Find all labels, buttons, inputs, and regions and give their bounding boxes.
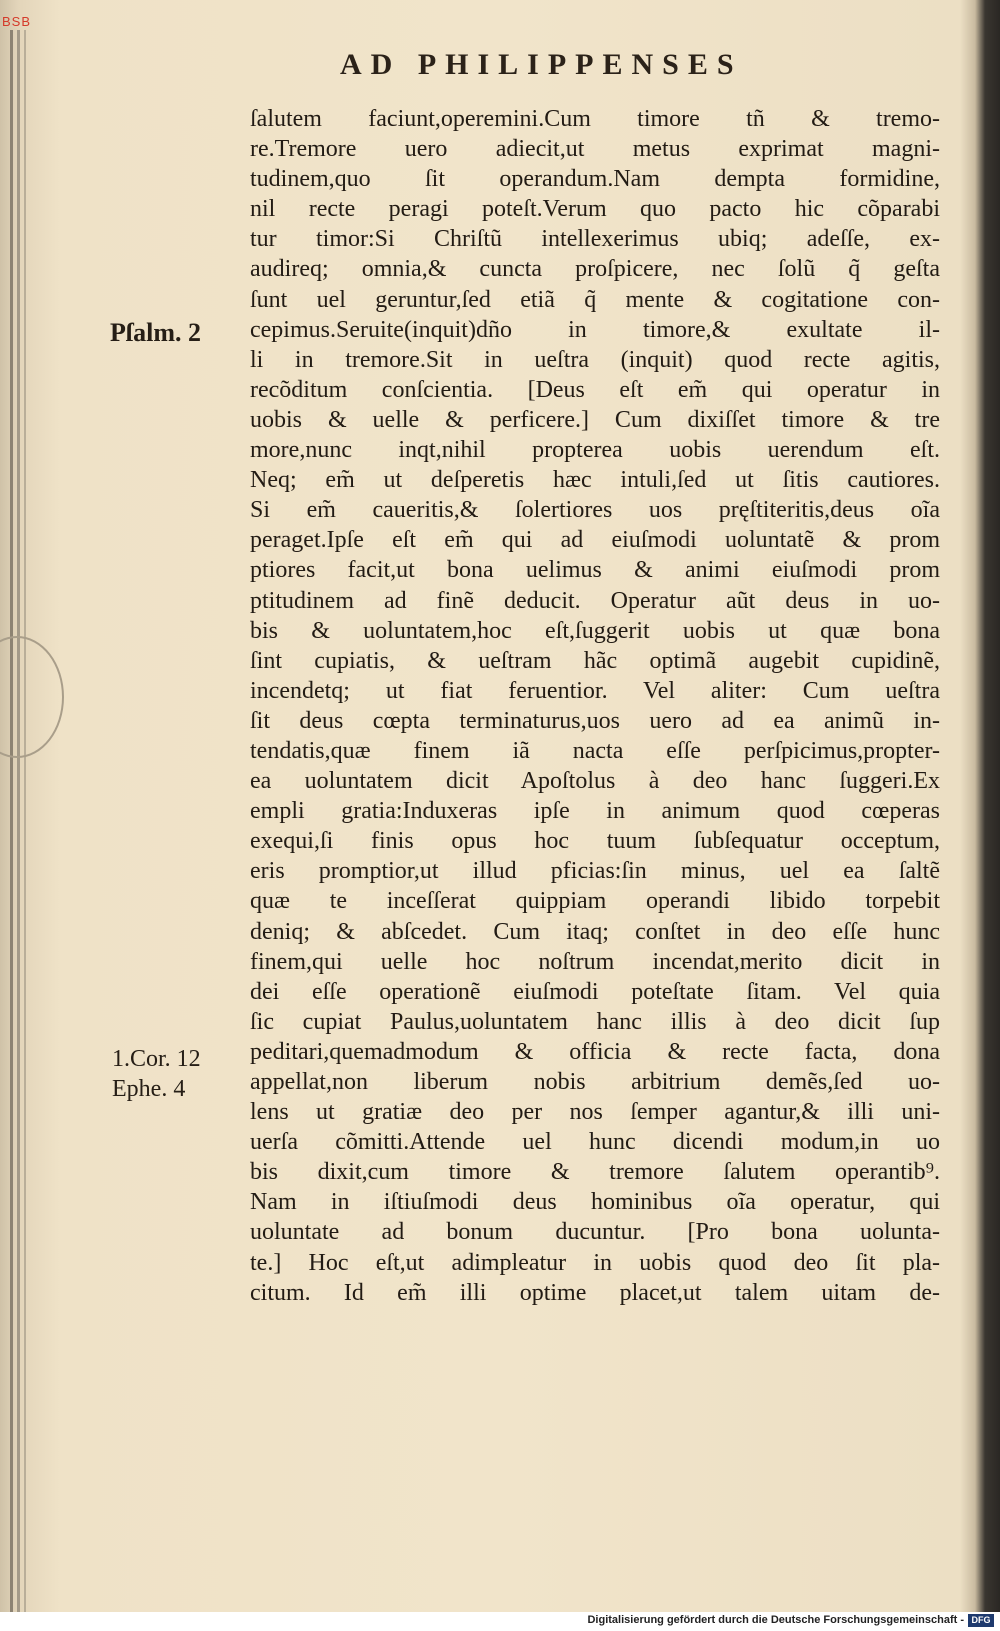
text-line: peditari,quemadmodum & officia & recte facta, dona bbox=[250, 1038, 940, 1065]
text-line: li in tremore.Sit in ueſtra (inquit) quod recte agitis, bbox=[250, 346, 940, 373]
text-line: ſint cupiatis, & ueſtram hãc optimã augebit cupidinẽ, bbox=[250, 647, 940, 674]
text-line: nil recte peragi poteſt.Verum quo pacto hic cõparabi bbox=[250, 196, 940, 223]
marginal-note-corinthians: 1.Cor. 12 bbox=[112, 1046, 201, 1072]
text-line: uoluntate ad bonum ducuntur. [Pro bona uolunta- bbox=[250, 1219, 940, 1246]
text-line: deniq; & abſcedet. Cum itaq; conſtet in deo eſſe hunc bbox=[250, 918, 940, 945]
text-line: recõditum conſcientia. [Deus eſt em̃ qui operatur in bbox=[250, 376, 940, 403]
text-line: tendatis,quæ finem iã nacta eſſe perſpicimus,propter- bbox=[250, 737, 940, 764]
text-line: audireq; omnia,& cuncta proſpicere, nec ſolũ q̃ geſta bbox=[250, 256, 940, 283]
text-line: citum. Id em̃ illi optime placet,ut talem uitam de- bbox=[250, 1279, 940, 1306]
text-line: ea uoluntatem dicit Apoſtolus à deo hanc ſuggeri.Ex bbox=[250, 768, 940, 795]
text-line: eris promptior,ut illud pficias:ſin minus, uel ea ſaltẽ bbox=[250, 858, 940, 885]
text-line: ſic cupiat Paulus,uoluntatem hanc illis à deo dicit ſup bbox=[250, 1008, 940, 1035]
library-mark: BSB bbox=[2, 14, 32, 29]
text-line: bis & uoluntatem,hoc eſt,ſuggerit uobis ut quæ bona bbox=[250, 617, 940, 644]
body-text bbox=[250, 104, 940, 1308]
text-line: peraget.Ipſe eſt em̃ qui ad eiuſmodi uoluntatẽ & prom bbox=[250, 527, 940, 554]
text-line: Nam in iſtiuſmodi deus hominibus oĩa operatur, qui bbox=[250, 1189, 940, 1216]
text-line: finem,qui uelle hoc noſtrum incendat,merito dicit in bbox=[250, 948, 940, 975]
footer-credit: Digitalisierung gefördert durch die Deutsche Forschungsgemeinschaft - bbox=[587, 1614, 964, 1626]
text-line: lens ut gratiæ deo per nos ſemper agantur,& illi uni- bbox=[250, 1099, 940, 1126]
text-line: quæ te inceſſerat quippiam operandi libido torpebit bbox=[250, 888, 940, 915]
text-line: re.Tremore uero adiecit,ut metus exprimat magni- bbox=[250, 136, 940, 163]
running-head: AD PHILIPPENSES bbox=[340, 48, 743, 81]
text-line: Si em̃ caueritis,& ſolertiores uos pręſtiteritis,deus oĩa bbox=[250, 497, 940, 524]
binding-edge bbox=[10, 30, 13, 1612]
text-line: Neq; em̃ ut deſperetis hæc intuli,ſed ut ſitis cautiores. bbox=[250, 467, 940, 494]
text-line: te.] Hoc eſt,ut adimpleatur in uobis quod deo ſit pla- bbox=[250, 1249, 940, 1276]
binding-edge bbox=[24, 30, 26, 1612]
text-line: ptitudinem ad finẽ deducit. Operatur aũt deus in uo- bbox=[250, 587, 940, 614]
binding-edge bbox=[17, 30, 20, 1612]
text-line: exequi,ſi finis opus hoc tuum ſubſequatur occeptum, bbox=[250, 828, 940, 855]
text-line: ſalutem faciunt,operemini.Cum timore tñ & tremo- bbox=[250, 106, 940, 132]
text-line: ptiores facit,ut bona uelimus & animi eiuſmodi prom bbox=[250, 557, 940, 584]
text-line: bis dixit,cum timore & tremore ſalutem operantib⁹. bbox=[250, 1159, 940, 1186]
text-line: more,nunc inqt,nihil propterea uobis uerendum eſt. bbox=[250, 437, 940, 464]
text-line: uobis & uelle & perficere.] Cum dixiſſet timore & tre bbox=[250, 406, 940, 433]
text-line: ſunt uel geruntur,ſed etiã q̃ mente & cogitatione con- bbox=[250, 286, 940, 313]
text-line: incendetq; ut fiat feruentior. Vel aliter: Cum ueſtra bbox=[250, 677, 940, 704]
text-line: tur timor:Si Chriſtũ intellexerimus ubiq; adeſſe, ex- bbox=[250, 226, 940, 253]
text-line: empli gratia:Induxeras ipſe in animum quod cœperas bbox=[250, 798, 940, 825]
text-line: appellat,non liberum nobis arbitrium demẽs,ſed uo- bbox=[250, 1069, 940, 1095]
text-line: cepimus.Seruite(inquit)dño in timore,& exultate il- bbox=[250, 316, 940, 343]
marginal-note-ephesians: Ephe. 4 bbox=[112, 1076, 186, 1102]
clasp-shadow bbox=[0, 636, 64, 758]
dfg-logo: DFG bbox=[968, 1614, 994, 1627]
text-line: dei eſſe operationẽ eiuſmodi poteſtate ſitam. Vel quia bbox=[250, 978, 940, 1005]
text-line: ſit deus cœpta terminaturus,uos uero ad ea animũ in- bbox=[250, 707, 940, 734]
text-line: uerſa cõmitti.Attende uel hunc dicendi modum,in uo bbox=[250, 1129, 940, 1156]
marginal-note-psalm: Pſalm. 2 bbox=[110, 318, 201, 347]
text-line: tudinem,quo ſit operandum.Nam dempta formidine, bbox=[250, 166, 940, 193]
